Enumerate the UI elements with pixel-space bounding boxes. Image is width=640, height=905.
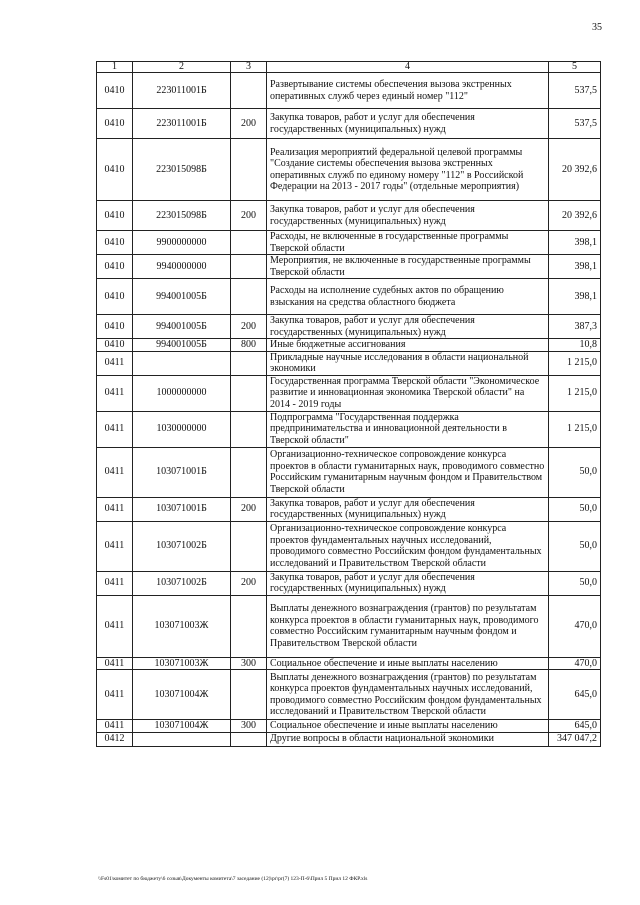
header-col-2: 2 — [133, 62, 231, 73]
amount-cell: 50,0 — [549, 571, 601, 595]
expense-type-cell — [231, 595, 267, 657]
section-cell: 0411 — [97, 670, 133, 720]
amount-cell: 398,1 — [549, 255, 601, 279]
section-cell: 0410 — [97, 109, 133, 139]
table-row — [97, 411, 601, 447]
amount-cell: 1 215,0 — [549, 375, 601, 411]
amount-cell: 387,3 — [549, 315, 601, 339]
section-cell: 0411 — [97, 720, 133, 733]
amount-cell: 50,0 — [549, 447, 601, 497]
expense-type-cell: 200 — [231, 109, 267, 139]
code-cell: 103071003Ж — [133, 657, 231, 670]
expense-type-cell: 800 — [231, 339, 267, 352]
table-row — [97, 201, 601, 231]
expense-type-cell: 200 — [231, 315, 267, 339]
section-cell: 0410 — [97, 73, 133, 109]
expense-type-cell — [231, 139, 267, 201]
file-path-footer: \\Fs01\комитет по бюджету\6 созыв\Документы комитета\7 заседание (12)\pr\pr(7) 123-П-6\Прил 5 Прил 12 ФКР.xls — [98, 876, 368, 882]
section-cell: 0410 — [97, 139, 133, 201]
amount-cell: 398,1 — [549, 279, 601, 315]
code-cell: 9940000000 — [133, 255, 231, 279]
description-cell: Расходы на исполнение судебных актов по обращению взыскания на средства областного бюджета — [267, 279, 549, 315]
code-cell: 223011001Б — [133, 109, 231, 139]
expense-type-cell — [231, 411, 267, 447]
expense-type-cell — [231, 732, 267, 746]
code-cell: 1000000000 — [133, 375, 231, 411]
code-cell: 103071001Б — [133, 497, 231, 521]
expense-type-cell — [231, 255, 267, 279]
description-cell: Государственная программа Тверской области "Экономическое развитие и инновационная экономика Тверской области" на 2014 - 2019 годы — [267, 375, 549, 411]
amount-cell: 20 392,6 — [549, 201, 601, 231]
description-cell: Иные бюджетные ассигнования — [267, 339, 549, 352]
description-cell: Закупка товаров, работ и услуг для обеспечения государственных (муниципальных) нужд — [267, 109, 549, 139]
expense-type-cell — [231, 447, 267, 497]
section-cell: 0411 — [97, 411, 133, 447]
section-cell: 0410 — [97, 201, 133, 231]
amount-cell: 1 215,0 — [549, 411, 601, 447]
amount-cell: 50,0 — [549, 521, 601, 571]
expense-type-cell — [231, 521, 267, 571]
code-cell — [133, 732, 231, 746]
section-cell: 0411 — [97, 351, 133, 375]
expense-type-cell: 200 — [231, 571, 267, 595]
code-cell — [133, 351, 231, 375]
code-cell: 994001005Б — [133, 279, 231, 315]
description-cell: Социальное обеспечение и иные выплаты населению — [267, 720, 549, 733]
header-col-3: 3 — [231, 62, 267, 73]
code-cell: 9900000000 — [133, 231, 231, 255]
code-cell: 103071004Ж — [133, 670, 231, 720]
description-cell: Закупка товаров, работ и услуг для обеспечения государственных (муниципальных) нужд — [267, 201, 549, 231]
table-row — [97, 657, 601, 670]
table-row — [97, 315, 601, 339]
amount-cell: 20 392,6 — [549, 139, 601, 201]
table-row — [97, 279, 601, 315]
expense-type-cell: 200 — [231, 201, 267, 231]
description-cell: Социальное обеспечение и иные выплаты населению — [267, 657, 549, 670]
table-row — [97, 571, 601, 595]
section-cell: 0411 — [97, 571, 133, 595]
section-cell: 0411 — [97, 521, 133, 571]
table-row — [97, 720, 601, 733]
amount-cell: 470,0 — [549, 657, 601, 670]
table-row — [97, 109, 601, 139]
code-cell: 223015098Б — [133, 201, 231, 231]
section-cell: 0410 — [97, 231, 133, 255]
description-cell: Закупка товаров, работ и услуг для обеспечения государственных (муниципальных) нужд — [267, 571, 549, 595]
description-cell: Закупка товаров, работ и услуг для обеспечения государственных (муниципальных) нужд — [267, 497, 549, 521]
table-row — [97, 255, 601, 279]
table-row — [97, 595, 601, 657]
amount-cell: 10,8 — [549, 339, 601, 352]
page-number: 35 — [592, 22, 602, 33]
section-cell: 0410 — [97, 339, 133, 352]
amount-cell: 645,0 — [549, 720, 601, 733]
code-cell: 103071003Ж — [133, 595, 231, 657]
amount-cell: 537,5 — [549, 109, 601, 139]
code-cell: 223011001Б — [133, 73, 231, 109]
header-col-5: 5 — [549, 62, 601, 73]
table-row — [97, 521, 601, 571]
budget-table — [96, 61, 601, 747]
expense-type-cell: 200 — [231, 497, 267, 521]
description-cell: Реализация мероприятий федеральной целевой программы "Создание системы обеспечения вызова экстренных оперативных служб по единому номеру "112" в Российской Федерации на 2013 - 2017 годы" (отдельные мероприятия) — [267, 139, 549, 201]
expense-type-cell — [231, 279, 267, 315]
description-cell: Другие вопросы в области национальной экономики — [267, 732, 549, 746]
description-cell: Закупка товаров, работ и услуг для обеспечения государственных (муниципальных) нужд — [267, 315, 549, 339]
amount-cell: 537,5 — [549, 73, 601, 109]
header-col-1: 1 — [97, 62, 133, 73]
code-cell: 103071004Ж — [133, 720, 231, 733]
header-col-4: 4 — [267, 62, 549, 73]
expense-type-cell — [231, 670, 267, 720]
description-cell: Развертывание системы обеспечения вызова экстренных оперативных служб через единый номер "112" — [267, 73, 549, 109]
section-cell: 0411 — [97, 375, 133, 411]
description-cell: Организационно-техническое сопровождение конкурса проектов фундаментальных научных исследований, проводимого совместно Российским фондом фундаментальных исследований и Правительством Тверской области — [267, 521, 549, 571]
description-cell: Подпрограмма "Государственная поддержка предпринимательства и инновационной деятельности в Тверской области" — [267, 411, 549, 447]
amount-cell: 347 047,2 — [549, 732, 601, 746]
table-header-row — [97, 62, 601, 73]
amount-cell: 645,0 — [549, 670, 601, 720]
description-cell: Расходы, не включенные в государственные программы Тверской области — [267, 231, 549, 255]
table-row — [97, 732, 601, 746]
code-cell: 994001005Б — [133, 315, 231, 339]
description-cell: Выплаты денежного вознаграждения (грантов) по результатам конкурса проектов фундаментальных научных исследований, проводимого совместно Российским фондом фундаментальных исследований и Правительством Тверской области — [267, 670, 549, 720]
expense-type-cell: 300 — [231, 720, 267, 733]
code-cell: 103071002Б — [133, 521, 231, 571]
section-cell: 0412 — [97, 732, 133, 746]
expense-type-cell — [231, 375, 267, 411]
section-cell: 0411 — [97, 447, 133, 497]
code-cell: 1030000000 — [133, 411, 231, 447]
section-cell: 0410 — [97, 315, 133, 339]
description-cell: Прикладные научные исследования в области национальной экономики — [267, 351, 549, 375]
amount-cell: 50,0 — [549, 497, 601, 521]
table-row — [97, 497, 601, 521]
section-cell: 0411 — [97, 595, 133, 657]
description-cell: Мероприятия, не включенные в государственные программы Тверской области — [267, 255, 549, 279]
code-cell: 103071001Б — [133, 447, 231, 497]
description-cell: Организационно-техническое сопровождение конкурса проектов в области гуманитарных наук, проводимого совместно Российским гуманитарным научным фондом и Правительством Тверской области — [267, 447, 549, 497]
section-cell: 0411 — [97, 497, 133, 521]
amount-cell: 1 215,0 — [549, 351, 601, 375]
table-row — [97, 339, 601, 352]
expense-type-cell — [231, 351, 267, 375]
table-row — [97, 139, 601, 201]
code-cell: 994001005Б — [133, 339, 231, 352]
table-row — [97, 447, 601, 497]
code-cell: 223015098Б — [133, 139, 231, 201]
amount-cell: 398,1 — [549, 231, 601, 255]
section-cell: 0410 — [97, 279, 133, 315]
table-row — [97, 231, 601, 255]
table-row — [97, 375, 601, 411]
section-cell: 0410 — [97, 255, 133, 279]
expense-type-cell — [231, 73, 267, 109]
table-row — [97, 351, 601, 375]
table-row — [97, 73, 601, 109]
expense-type-cell — [231, 231, 267, 255]
description-cell: Выплаты денежного вознаграждения (грантов) по результатам конкурса проектов в области гуманитарных наук, проводимого совместно Российским гуманитарным научным фондом и Правительством Тверской области — [267, 595, 549, 657]
amount-cell: 470,0 — [549, 595, 601, 657]
expense-type-cell: 300 — [231, 657, 267, 670]
table-row — [97, 670, 601, 720]
code-cell: 103071002Б — [133, 571, 231, 595]
section-cell: 0411 — [97, 657, 133, 670]
